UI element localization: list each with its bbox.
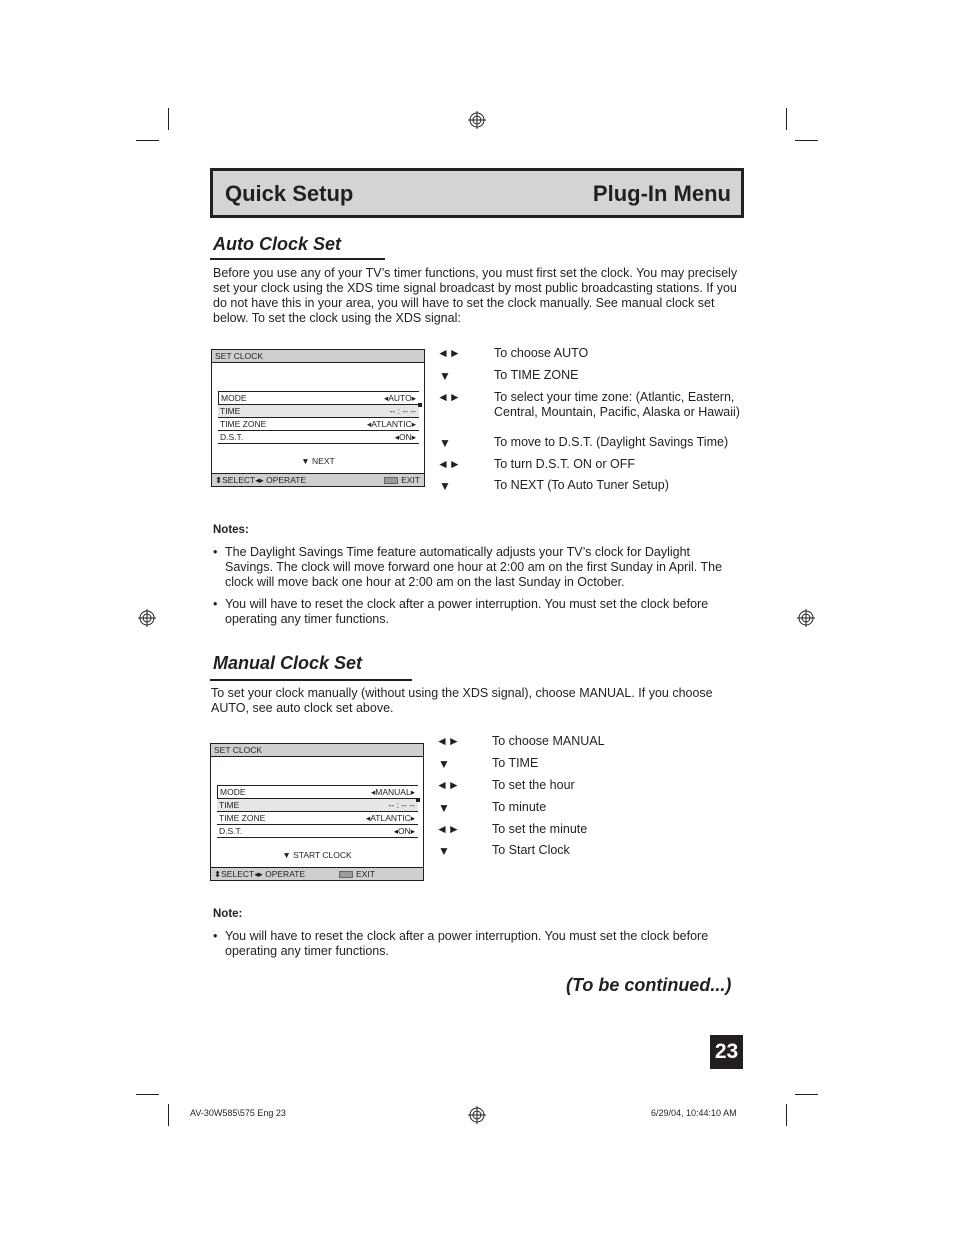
step-symbol: ▼ [439,479,451,493]
step-text: To move to D.S.T. (Daylight Savings Time) [494,435,729,449]
osd-row-value: -- : -- -- [388,800,415,810]
step-text: To choose AUTO [494,346,589,360]
manual-clock-set-title: Manual Clock Set [213,653,363,673]
notes-title: Notes: [213,524,249,536]
step-symbol: ◄► [436,734,460,748]
auto-osd-screen [211,349,425,487]
osd-menu-list [218,391,419,444]
step-symbol: ▼ [438,757,450,771]
bullet-icon: • [213,597,218,611]
osd-next-item: ▼ NEXT [301,456,335,466]
step-symbol: ◄► [437,346,461,360]
osd-footer-left: ⬍SELECT◂▸ OPERATE [214,869,306,879]
osd-title-bar [211,744,423,757]
osd-next-item: ▼ START CLOCK [282,850,352,860]
osd-row-time-zone [217,812,418,825]
osd-row-time-zone [218,418,419,431]
registration-mark-icon [468,1106,486,1124]
osd-title-bar [212,350,424,363]
osd-row-value: ◂ATLANTIC▸ [366,419,416,429]
osd-row-value: ◂AUTO▸ [383,393,416,403]
notes-title: Note: [213,908,243,920]
menu-button-icon [384,477,398,484]
osd-row-value: ◂ATLANTIC▸ [365,813,415,823]
osd-title: SET CLOCK [214,745,263,755]
osd-row-label: D.S.T. [220,432,244,442]
crop-mark [795,140,818,141]
osd-row-time [218,405,419,418]
osd-title: SET CLOCK [215,351,264,361]
osd-footer [212,473,424,486]
bullet-icon: • [213,929,218,943]
registration-mark-icon [138,609,156,627]
note-item: • You will have to reset the clock after a power interruption. You must set the clock before operating any timer functions. [213,597,709,626]
page-header [210,168,744,218]
osd-row-label: TIME ZONE [219,813,266,823]
step-text: To minute [492,800,547,814]
crop-mark [168,108,169,130]
bullet-icon: • [213,545,218,559]
note-item: • The Daylight Savings Time feature automatically adjusts your TV’s clock for Daylight Savings. The clock will move forward one hour at 2:00 am on the first Sunday in April. The clock will move back one hour at 2:00 am on the last Sunday in October. [213,545,723,589]
crop-mark [795,1094,818,1095]
auto-clock-set-title: Auto Clock Set [213,234,342,254]
osd-row-value: ◂MANUAL▸ [371,787,415,797]
osd-row-value: ◂ON▸ [394,432,416,442]
crop-mark [136,1094,159,1095]
footer-left: AV-30W585\575 Eng 23 [190,1108,286,1118]
menu-button-icon [339,871,353,878]
step-text: To select your time zone: (Atlantic, Eastern, Central, Mountain, Pacific, Alaska or Hawaii) [494,390,740,419]
step-text: To set the minute [492,822,588,836]
crop-mark [136,140,159,141]
manual-intro-paragraph: To set your clock manually (without using the XDS signal), choose MANUAL. If you choose AUTO, see auto clock set above. [211,686,713,715]
step-text: To choose MANUAL [492,734,605,748]
page-number: 23 [710,1035,743,1069]
osd-footer-left: ⬍SELECT◂▸ OPERATE [215,475,307,485]
step-text: To TIME [492,756,539,770]
osd-row-dst [218,431,419,444]
header-left-title: Quick Setup [225,181,354,206]
step-symbol: ◄► [437,457,461,471]
section-rule [210,258,385,260]
osd-row-label: TIME ZONE [220,419,267,429]
step-text: To Start Clock [492,843,570,857]
osd-footer [211,867,423,880]
header-right-title: Plug-In Menu [592,181,731,206]
auto-intro-paragraph: Before you use any of your TV’s timer functions, you must first set the clock. You may precisely set your clock using the XDS time signal broadcast by most public broadcasting stations. If you do not have this in your area, you will have to set the clock manually. See manual clock set below. To set the clock using the XDS signal: [213,266,738,325]
registration-mark-icon [468,111,486,129]
osd-row-label: MODE [221,393,247,403]
osd-menu-list [217,785,418,838]
osd-cursor-icon [418,403,422,407]
crop-mark [786,108,787,130]
osd-row-value: -- : -- -- [389,406,416,416]
step-text: To turn D.S.T. ON or OFF [494,457,635,471]
crop-mark [786,1104,787,1126]
osd-row-time [217,799,418,812]
osd-row-mode [218,392,419,405]
osd-row-label: TIME [219,800,240,810]
step-text: To set the hour [492,778,575,792]
osd-footer-right: EXIT [339,869,375,879]
step-symbol: ▼ [439,436,451,450]
manual-osd-screen [210,743,424,881]
osd-cursor-icon [416,798,420,802]
step-symbol: ◄► [437,390,461,404]
step-text: To NEXT (To Auto Tuner Setup) [494,478,669,492]
to-be-continued: (To be continued...) [566,975,732,995]
step-text: To TIME ZONE [494,368,579,382]
section-rule [210,679,412,681]
osd-row-label: D.S.T. [219,826,243,836]
note-item: • You will have to reset the clock after a power interruption. You must set the clock before operating any timer functions. [213,929,709,958]
step-symbol: ◄► [436,822,460,836]
crop-mark [168,1104,169,1126]
osd-row-mode [217,786,418,799]
step-symbol: ◄► [436,778,460,792]
step-symbol: ▼ [439,369,451,383]
step-symbol: ▼ [438,844,450,858]
osd-footer-right: EXIT [384,475,420,485]
registration-mark-icon [797,609,815,627]
footer-right: 6/29/04, 10:44:10 AM [651,1108,737,1118]
osd-row-label: MODE [220,787,246,797]
osd-row-label: TIME [220,406,241,416]
osd-row-value: ◂ON▸ [393,826,415,836]
osd-row-dst [217,825,418,838]
step-symbol: ▼ [438,801,450,815]
